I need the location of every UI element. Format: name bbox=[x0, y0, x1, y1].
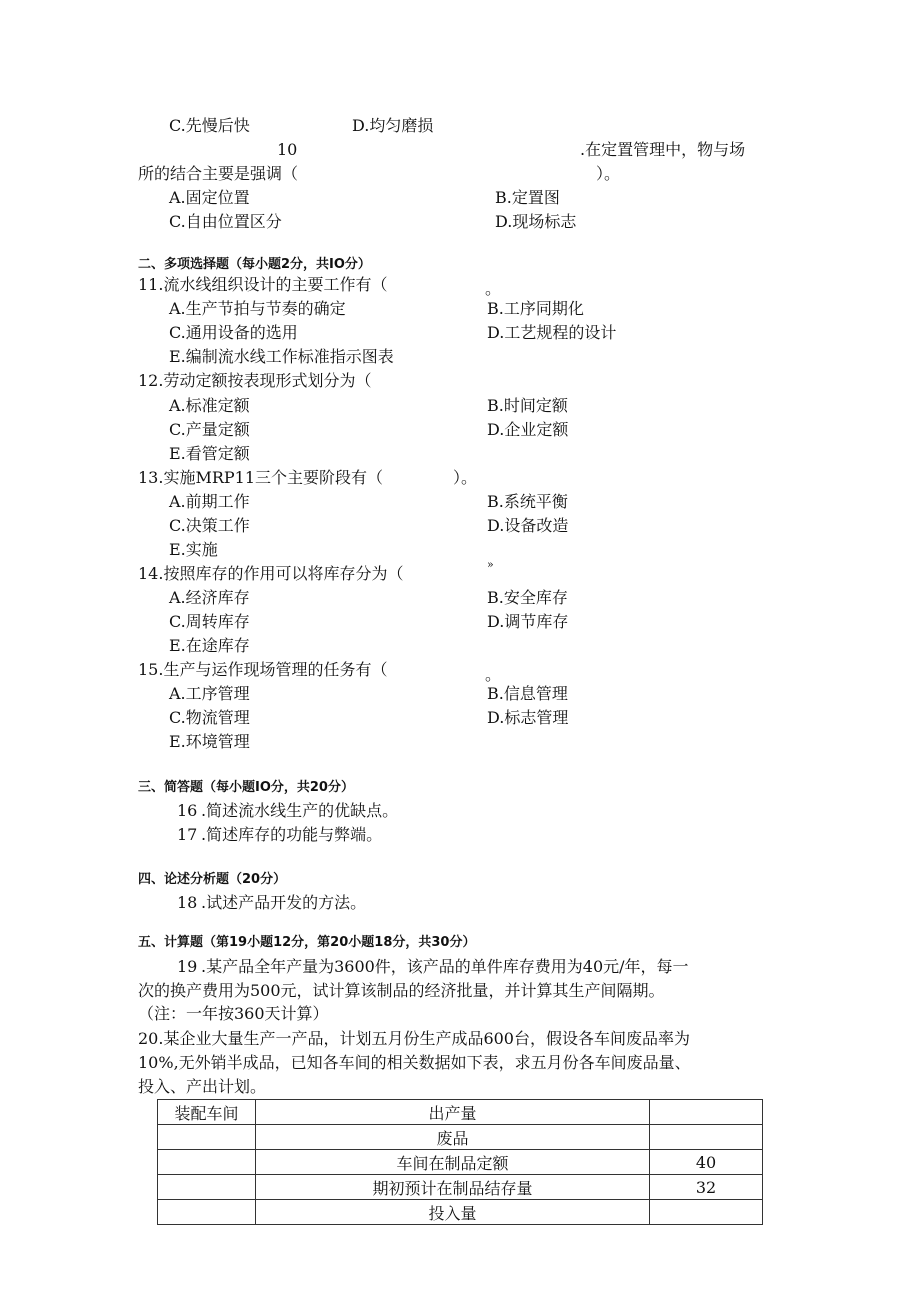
table-cell-value bbox=[650, 1200, 763, 1225]
q11-option-e: E.编制流水线工作标准指示图表 bbox=[169, 347, 394, 366]
q10-close: ）。 bbox=[596, 164, 621, 183]
section4-title: 四、论述分析题（20分） bbox=[138, 872, 287, 887]
q14-close-mark: » bbox=[487, 558, 494, 571]
q14-option-b: B.安全库存 bbox=[487, 588, 568, 607]
table-cell-item: 投入量 bbox=[256, 1200, 650, 1225]
table-cell-workshop bbox=[158, 1175, 256, 1200]
q12-stem: 12.劳动定额按表现形式划分为（ bbox=[138, 371, 372, 390]
workshop-data-table bbox=[157, 1099, 763, 1225]
q13-option-d: D.设备改造 bbox=[487, 516, 569, 535]
q13-stem: 13.实施MRP11三个主要阶段有（ bbox=[138, 468, 384, 487]
q12-option-a: A.标准定额 bbox=[169, 396, 250, 415]
q12-option-d: D.企业定额 bbox=[487, 420, 569, 439]
q10-option-a: A.固定位置 bbox=[169, 188, 250, 207]
q15-option-c: C.物流管理 bbox=[169, 708, 250, 727]
table-cell-value bbox=[650, 1125, 763, 1150]
section5-title: 五、计算题（第19小题12分，第20小题18分，共30分） bbox=[138, 935, 476, 950]
table-row bbox=[158, 1175, 763, 1200]
table-cell-value: 40 bbox=[650, 1150, 763, 1175]
section3-title: 三、简答题（每小题IO分，共20分） bbox=[138, 780, 354, 795]
q15-stem: 15.生产与运作现场管理的任务有（ bbox=[138, 660, 388, 679]
q13-option-c: C.决策工作 bbox=[169, 516, 250, 535]
q16-text: .简述流水线生产的优缺点。 bbox=[201, 801, 399, 820]
q19-line1: .某产品全年产量为3600件，该产品的单件库存费用为40元/年，每一 bbox=[201, 957, 689, 976]
q10-option-c: C.自由位置区分 bbox=[169, 212, 282, 231]
q9-option-d: D.均匀磨损 bbox=[352, 116, 434, 135]
q12-option-e: E.看管定额 bbox=[169, 444, 250, 463]
q15-close: 。 bbox=[485, 665, 502, 684]
table-cell-workshop bbox=[158, 1125, 256, 1150]
table-cell-item: 废品 bbox=[256, 1125, 650, 1150]
q10-option-b: B.定置图 bbox=[495, 188, 560, 207]
q18-text: .试述产品开发的方法。 bbox=[201, 893, 367, 912]
q14-option-e: E.在途库存 bbox=[169, 636, 250, 655]
q20-line3: 投入、产出计划。 bbox=[138, 1077, 267, 1096]
q10-stem-line2: 所的结合主要是强调（ bbox=[138, 164, 299, 183]
section2-title: 二、多项选择题（每小题2分，共IO分） bbox=[138, 257, 371, 272]
q11-option-b: B.工序同期化 bbox=[487, 299, 584, 318]
q15-option-e: E.环境管理 bbox=[169, 732, 250, 751]
q15-option-d: D.标志管理 bbox=[487, 708, 569, 727]
q13-option-e: E.实施 bbox=[169, 540, 218, 559]
table-cell-value bbox=[650, 1100, 763, 1125]
table-cell-workshop bbox=[158, 1200, 256, 1225]
q20-line2: 10%,无外销半成品，已知各车间的相关数据如下表，求五月份各车间废品量、 bbox=[138, 1053, 691, 1072]
q13-option-a: A.前期工作 bbox=[169, 492, 250, 511]
q16-number: 16 bbox=[177, 801, 198, 820]
table-cell-item: 车间在制品定额 bbox=[256, 1150, 650, 1175]
q12-option-c: C.产量定额 bbox=[169, 420, 250, 439]
q18-number: 18 bbox=[177, 893, 198, 912]
q10-number: 10 bbox=[277, 140, 298, 159]
q14-option-d: D.调节库存 bbox=[487, 612, 569, 631]
q14-option-c: C.周转库存 bbox=[169, 612, 250, 631]
table-cell-item: 期初预计在制品结存量 bbox=[256, 1175, 650, 1200]
table-cell-value: 32 bbox=[650, 1175, 763, 1200]
q11-close: 。 bbox=[485, 279, 502, 298]
q19-note: （注：一年按360天计算） bbox=[138, 1004, 329, 1023]
table-cell-workshop bbox=[158, 1150, 256, 1175]
q14-option-a: A.经济库存 bbox=[169, 588, 250, 607]
table-row bbox=[158, 1125, 763, 1150]
q19-number: 19 bbox=[177, 957, 198, 976]
q15-option-a: A.工序管理 bbox=[169, 684, 250, 703]
q11-stem: 11.流水线组织设计的主要工作有（ bbox=[138, 275, 388, 294]
table-row bbox=[158, 1100, 763, 1125]
q13-option-b: B.系统平衡 bbox=[487, 492, 568, 511]
q10-stem: .在定置管理中，物与场 bbox=[580, 140, 746, 159]
q20-line1: 20.某企业大量生产一产品，计划五月份生产成品600台，假设各车间废品率为 bbox=[138, 1029, 690, 1048]
q10-option-d: D.现场标志 bbox=[495, 212, 577, 231]
q11-option-c: C.通用设备的选用 bbox=[169, 323, 298, 342]
table-row bbox=[158, 1150, 763, 1175]
q13-close: ）。 bbox=[453, 468, 478, 487]
q11-option-d: D.工艺规程的设计 bbox=[487, 323, 617, 342]
q17-text: .简述库存的功能与弊端。 bbox=[201, 825, 383, 844]
q12-option-b: B.时间定额 bbox=[487, 396, 568, 415]
table-cell-workshop: 装配车间 bbox=[158, 1100, 256, 1125]
q15-option-b: B.信息管理 bbox=[487, 684, 568, 703]
table-cell-item: 出产量 bbox=[256, 1100, 650, 1125]
table-row bbox=[158, 1200, 763, 1225]
q9-option-c: C.先慢后快 bbox=[169, 116, 250, 135]
q19-line2: 次的换产费用为500元，试计算该制品的经济批量，并计算其生产间隔期。 bbox=[138, 981, 665, 1000]
q17-number: 17 bbox=[177, 825, 198, 844]
q14-stem: 14.按照库存的作用可以将库存分为（ bbox=[138, 564, 404, 583]
q11-option-a: A.生产节拍与节奏的确定 bbox=[169, 299, 346, 318]
